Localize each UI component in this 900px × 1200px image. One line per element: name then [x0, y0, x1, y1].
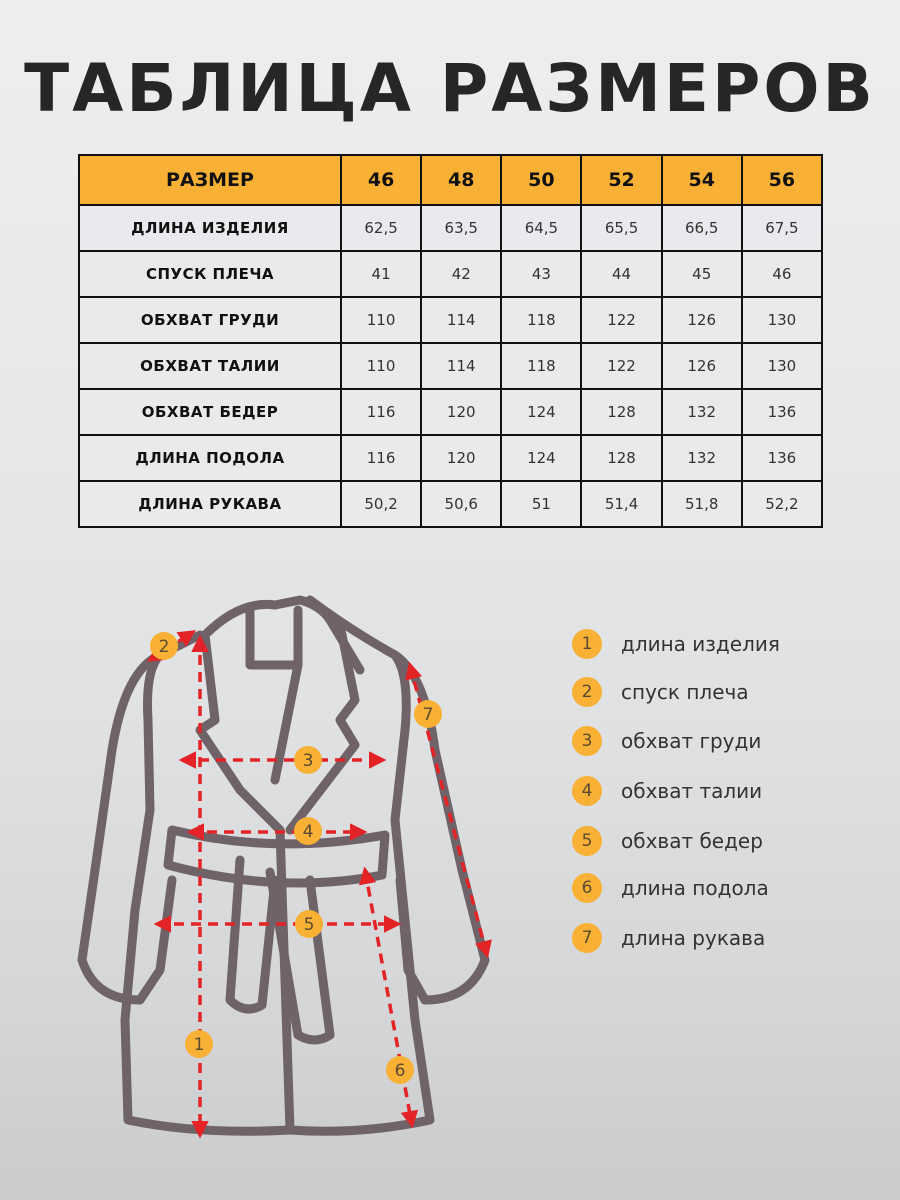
- row-label: ДЛИНА ПОДОЛА: [79, 435, 341, 481]
- table-cell: 116: [341, 389, 421, 435]
- legend-badge: 3: [572, 726, 602, 756]
- table-row: [79, 251, 822, 297]
- table-cell: 122: [581, 343, 661, 389]
- table-cell: 136: [742, 389, 822, 435]
- table-cell: 51,4: [581, 481, 661, 527]
- row-label: ДЛИНА РУКАВА: [79, 481, 341, 527]
- legend-label: обхват груди: [621, 729, 762, 753]
- table-cell: 62,5: [341, 205, 421, 251]
- table-cell: 64,5: [501, 205, 581, 251]
- table-cell: 41: [341, 251, 421, 297]
- table-cell: 118: [501, 297, 581, 343]
- table-cell: 42: [421, 251, 501, 297]
- legend-item: [572, 725, 761, 757]
- size-table-header-row: [79, 155, 822, 205]
- table-cell: 51,8: [662, 481, 742, 527]
- size-header-46: 46: [341, 155, 421, 205]
- table-row: [79, 481, 822, 527]
- table-cell: 128: [581, 435, 661, 481]
- size-header-48: 48: [421, 155, 501, 205]
- table-row: [79, 389, 822, 435]
- legend-label: длина подола: [621, 876, 769, 900]
- table-cell: 45: [662, 251, 742, 297]
- table-cell: 124: [501, 435, 581, 481]
- badge-6-label: 6: [394, 1061, 406, 1081]
- coat-illustration-icon: [0, 580, 520, 1160]
- legend-item: [572, 872, 769, 904]
- table-cell: 114: [421, 297, 501, 343]
- table-cell: 50,2: [341, 481, 421, 527]
- legend-item: [572, 922, 765, 954]
- size-header-52: 52: [581, 155, 661, 205]
- legend-label: длина изделия: [621, 632, 780, 656]
- table-cell: 110: [341, 297, 421, 343]
- page-title: ТАБЛИЦА РАЗМЕРОВ: [24, 50, 876, 127]
- table-cell: 114: [421, 343, 501, 389]
- badge-3-label: 3: [302, 751, 314, 771]
- table-cell: 124: [501, 389, 581, 435]
- table-cell: 43: [501, 251, 581, 297]
- table-cell: 122: [581, 297, 661, 343]
- table-row: [79, 435, 822, 481]
- row-label: ДЛИНА ИЗДЕЛИЯ: [79, 205, 341, 251]
- table-cell: 66,5: [662, 205, 742, 251]
- table-cell: 116: [341, 435, 421, 481]
- badge-4-label: 4: [302, 822, 314, 842]
- table-row: [79, 297, 822, 343]
- badge-2-label: 2: [158, 637, 170, 657]
- table-cell: 50,6: [421, 481, 501, 527]
- size-header-54: 54: [662, 155, 742, 205]
- legend-item: [572, 628, 780, 660]
- legend-item: [572, 676, 749, 708]
- size-header-50: 50: [501, 155, 581, 205]
- legend-label: обхват бедер: [621, 829, 763, 853]
- legend-badge: 7: [572, 923, 602, 953]
- size-header-label: РАЗМЕР: [79, 155, 341, 205]
- legend-label: длина рукава: [621, 926, 766, 950]
- table-cell: 63,5: [421, 205, 501, 251]
- table-cell: 132: [662, 389, 742, 435]
- coat-outline: [82, 600, 485, 1131]
- table-cell: 126: [662, 297, 742, 343]
- table-cell: 110: [341, 343, 421, 389]
- table-cell: 51: [501, 481, 581, 527]
- table-cell: 128: [581, 389, 661, 435]
- table-cell: 118: [501, 343, 581, 389]
- legend-label: спуск плеча: [621, 680, 749, 704]
- legend-badge: 5: [572, 826, 602, 856]
- row-label: ОБХВАТ ГРУДИ: [79, 297, 341, 343]
- legend-item: [572, 775, 762, 807]
- table-cell: 44: [581, 251, 661, 297]
- badge-7-label: 7: [422, 705, 434, 725]
- size-header-56: 56: [742, 155, 822, 205]
- legend-badge: 2: [572, 677, 602, 707]
- table-cell: 136: [742, 435, 822, 481]
- table-cell: 46: [742, 251, 822, 297]
- legend-item: [572, 825, 763, 857]
- legend-badge: 4: [572, 776, 602, 806]
- table-cell: 67,5: [742, 205, 822, 251]
- table-cell: 120: [421, 389, 501, 435]
- table-cell: 126: [662, 343, 742, 389]
- legend-badge: 6: [572, 873, 602, 903]
- table-cell: 132: [662, 435, 742, 481]
- row-label: ОБХВАТ БЕДЕР: [79, 389, 341, 435]
- row-label: ОБХВАТ ТАЛИИ: [79, 343, 341, 389]
- row-label: СПУСК ПЛЕЧА: [79, 251, 341, 297]
- table-cell: 120: [421, 435, 501, 481]
- table-cell: 52,2: [742, 481, 822, 527]
- table-cell: 65,5: [581, 205, 661, 251]
- table-row: [79, 205, 822, 251]
- size-table: [78, 154, 823, 528]
- badge-1-label: 1: [193, 1035, 205, 1055]
- table-cell: 130: [742, 297, 822, 343]
- badge-5-label: 5: [303, 915, 315, 935]
- table-cell: 130: [742, 343, 822, 389]
- table-row: [79, 343, 822, 389]
- legend-label: обхват талии: [621, 779, 763, 803]
- legend-badge: 1: [572, 629, 602, 659]
